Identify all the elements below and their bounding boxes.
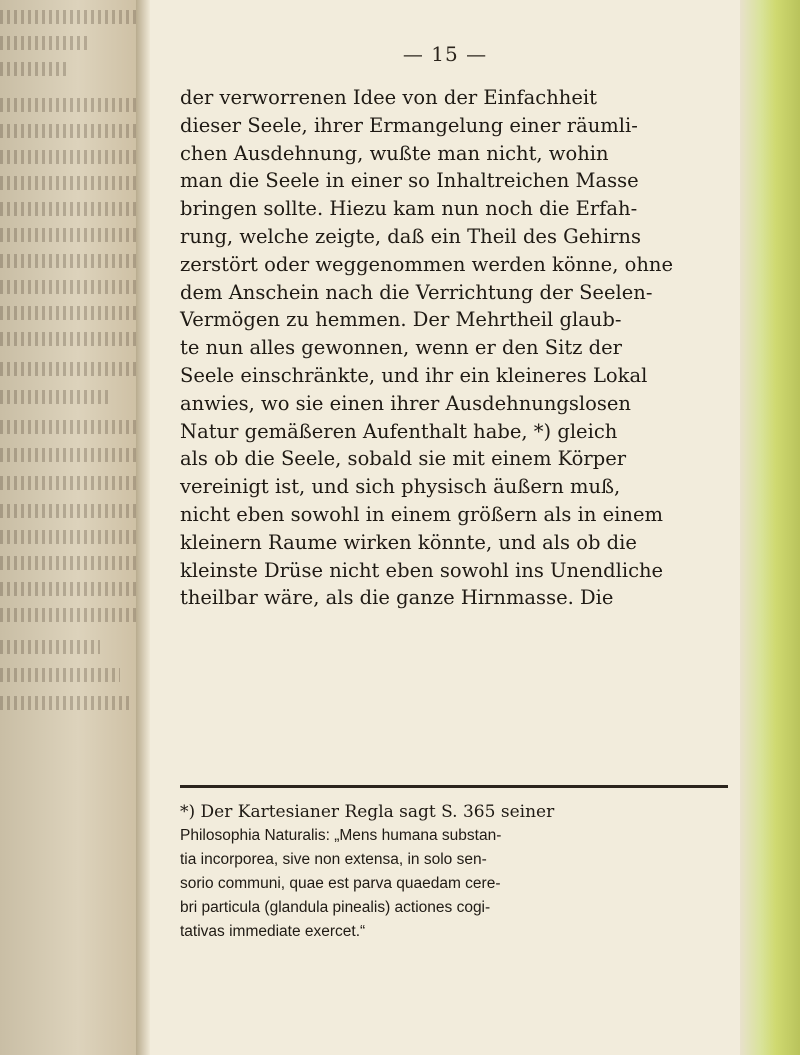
text-line: als ob die Seele, sobald sie mit einem Körper: [180, 447, 627, 471]
text-line: man die Seele in einer so Inhaltreichen Masse: [180, 169, 639, 193]
text-line: kleinern Raume wirken könnte, und als ob die: [180, 530, 637, 554]
adjacent-page-fragment: [0, 0, 142, 1055]
text-line: Natur gemäßeren Aufenthalt habe, *) gleich: [180, 419, 618, 443]
footnote-line: Philosophia Naturalis: „Mens humana substan-: [180, 827, 502, 844]
text-line: chen Ausdehnung, wußte man nicht, wohin: [180, 141, 609, 165]
book-page: [150, 0, 740, 1055]
text-line: vereinigt ist, und sich physisch äußern muß,: [180, 475, 621, 499]
text-line: dieser Seele, ihrer Ermangelung einer räumli-: [180, 113, 638, 137]
text-line: Seele einschränkte, und ihr ein kleineres Lokal: [180, 363, 648, 387]
footnote: [180, 800, 728, 944]
text-line: kleinste Drüse nicht eben sowohl ins Unendliche: [180, 558, 664, 582]
page-edge: [740, 0, 800, 1055]
footnote-line: tia incorporea, sive non extensa, in solo sen-: [180, 851, 487, 868]
text-line: zerstört oder weggenommen werden könne, ohne: [180, 252, 674, 276]
text-line: dem Anschein nach die Verrichtung der Seelen-: [180, 280, 653, 304]
text-line: anwies, wo sie einen ihrer Ausdehnungslosen: [180, 391, 631, 415]
text-line: theilbar wäre, als die ganze Hirnmasse. Die: [180, 586, 614, 610]
footnote-line: *) Der Kartesianer Regla sagt S. 365 seiner: [180, 802, 555, 822]
footnote-line: tativas immediate exercet.“: [180, 923, 366, 940]
text-line: Vermögen zu hemmen. Der Mehrtheil glaub-: [180, 308, 622, 332]
page-number: — 15 —: [402, 42, 488, 66]
text-line: nicht eben sowohl in einem größern als in einem: [180, 502, 663, 526]
footnote-divider: [180, 785, 728, 788]
book-gutter: [136, 0, 150, 1055]
text-line: bringen sollte. Hiezu kam nun noch die Erfah-: [180, 197, 638, 221]
text-line: rung, welche zeigte, daß ein Theil des Gehirns: [180, 224, 641, 248]
main-text: [180, 84, 728, 612]
footnote-line: sorio communi, quae est parva quaedam cere-: [180, 875, 501, 892]
text-line: der verworrenen Idee von der Einfachheit: [180, 86, 597, 109]
footnote-line: bri particula (glandula pinealis) actiones cogi-: [180, 899, 491, 916]
text-line: te nun alles gewonnen, wenn er den Sitz der: [180, 336, 622, 360]
